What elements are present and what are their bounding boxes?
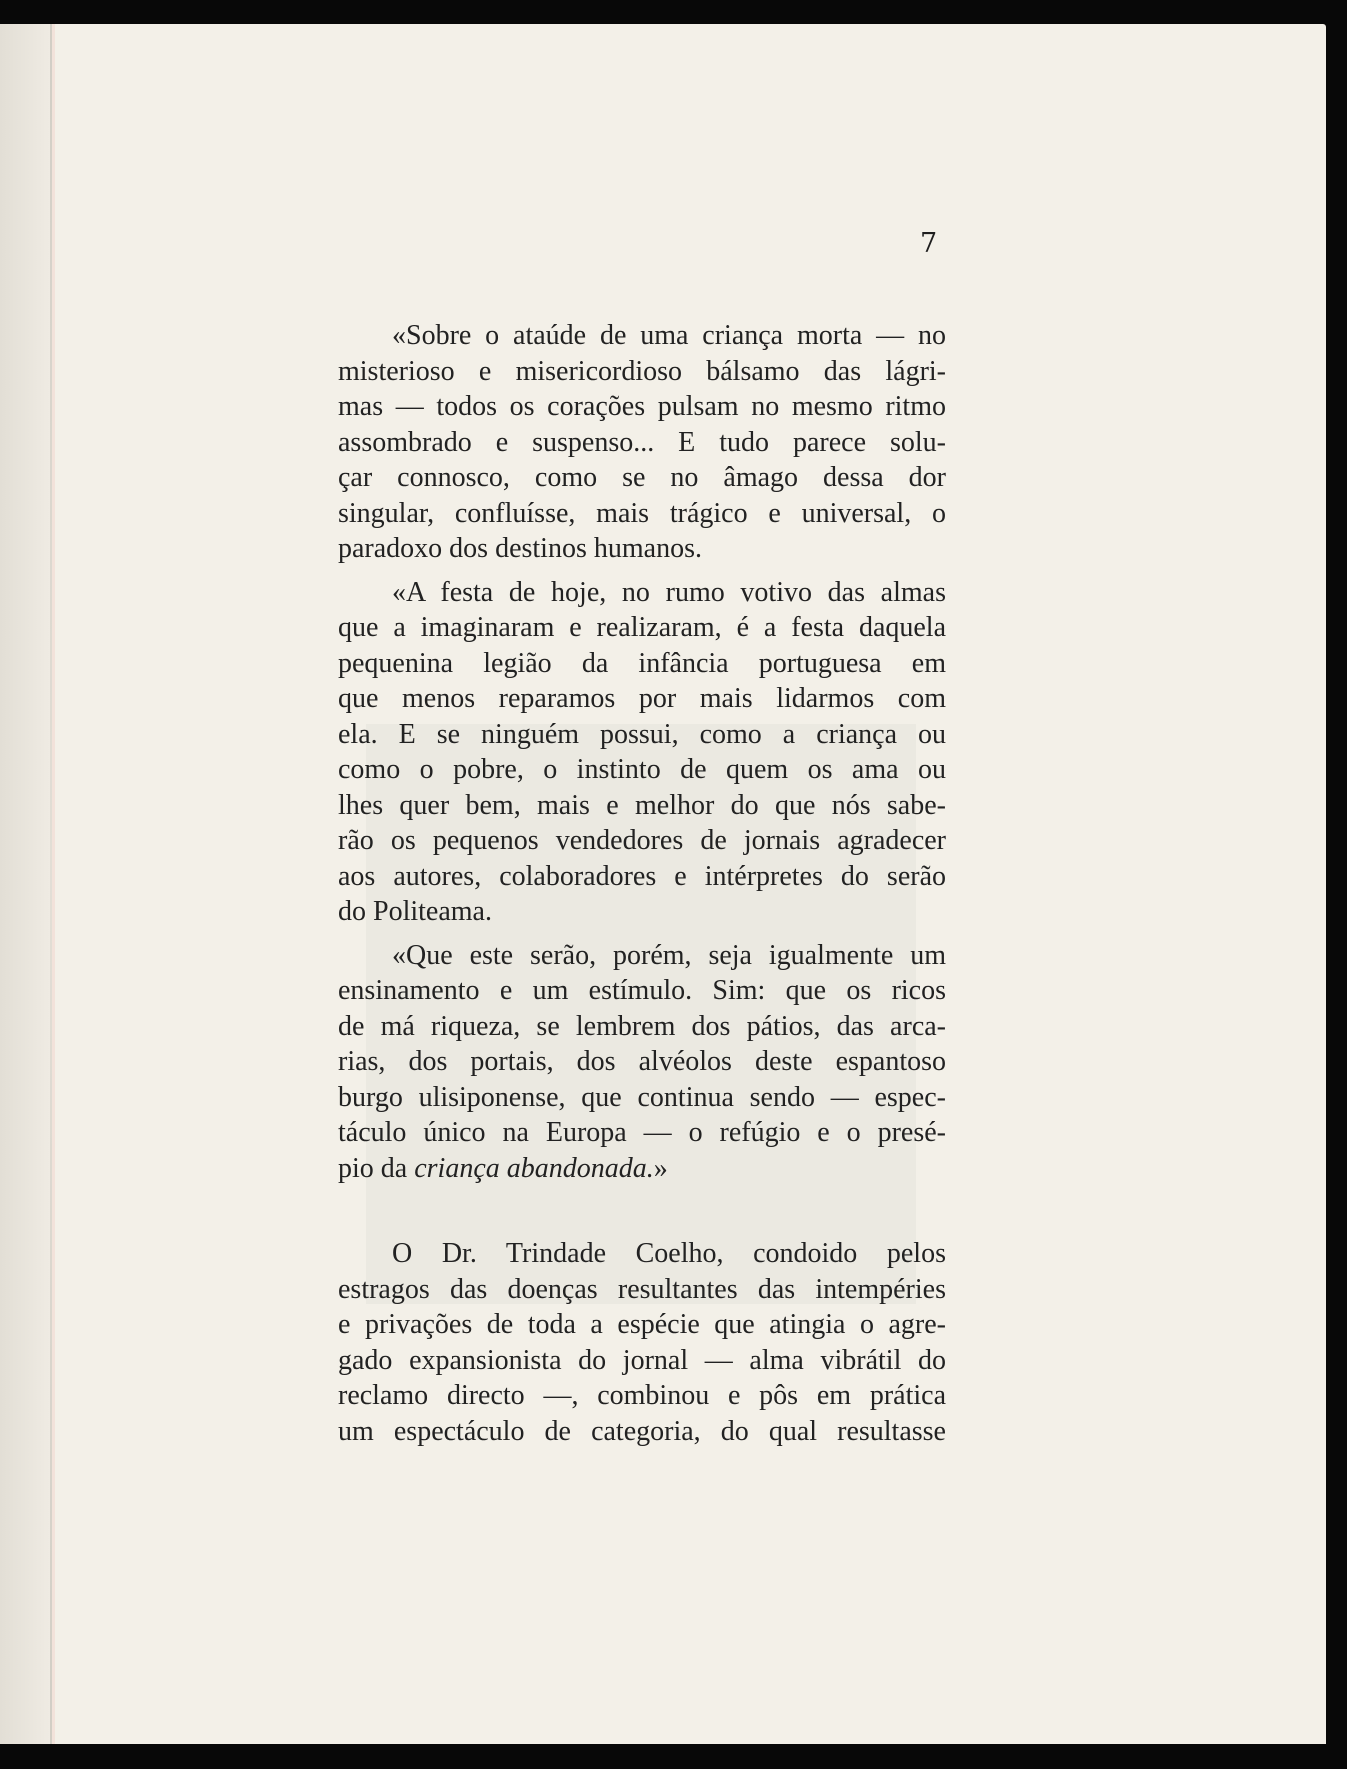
text-line: como o pobre, o instinto de quem os ama ou [338,754,946,785]
page-number: 7 [920,228,938,259]
text-line: e privações de toda a espécie que atingia o agre- [338,1309,946,1340]
text-line: rão os pequenos vendedores de jornais agradecer [338,825,946,856]
text-line: de má riqueza, se lembrem dos pátios, das arca- [338,1010,946,1042]
text-fragment: pio da [338,1152,415,1184]
text-line: assombrado e suspenso... E tudo parece solu- [338,426,946,458]
text-line: pequenina legião da infância portuguesa em [338,647,946,679]
text-line: «Que este serão, porém, seja igualmente um [392,939,946,971]
text-line: mas — todos os corações pulsam no mesmo ritmo [338,391,946,422]
text-line: ela. E se ninguém possui, como a criança ou [338,718,946,750]
spine-shadow [0,24,50,1744]
text-line: «Sobre o ataúde de uma criança morta — no [392,320,946,351]
text-line: paradoxo dos destinos humanos. [338,533,702,564]
text-line: rias, dos portais, dos alvéolos deste espantoso [338,1046,946,1077]
text-line: singular, confluísse, mais trágico e universal, o [338,497,946,529]
text-line: burgo ulisiponense, que continua sendo — espec- [338,1081,946,1113]
text-line: reclamo directo —, combinou e pôs em prática [338,1380,946,1411]
text-line: estragos das doenças resultantes das intempéries [338,1273,946,1305]
paragraph-3 [338,938,946,1187]
text-line: ensinamento e um estímulo. Sim: que os ricos [338,975,946,1006]
text-line: que menos reparamos por mais lidarmos com [338,683,946,714]
text-line: do Politeama. [338,896,492,927]
text-line: táculo único na Europa — o refúgio e o presé- [338,1117,946,1148]
text-line: gado expansionista do jornal — alma vibrátil do [338,1344,946,1376]
paragraph-1 [338,318,946,567]
text-line: çar connosco, como se no âmago dessa dor [338,462,946,493]
text-line: um espectáculo de categoria, do qual resultasse [338,1415,946,1447]
italic-phrase: criança abandonada. [414,1152,654,1184]
text-line: aos autores, colaboradores e intérpretes do serão [338,860,946,892]
text-line: O Dr. Trindade Coelho, condoido pelos [392,1238,946,1269]
text-line: lhes quer bem, mais e melhor do que nós sabe- [338,789,946,821]
edge-tint [52,24,55,1744]
closing-quote: » [653,1152,668,1184]
text-line: misterioso e misericordioso bálsamo das lágri- [338,355,946,387]
text-line: «A festa de hoje, no rumo votivo das almas [392,576,946,608]
text-line-final [338,1151,946,1187]
text-line: que a imaginaram e realizaram, é a festa daquela [338,612,946,643]
paragraph-2 [338,575,946,930]
paragraph-4 [338,1236,946,1449]
body-text [338,318,946,1449]
